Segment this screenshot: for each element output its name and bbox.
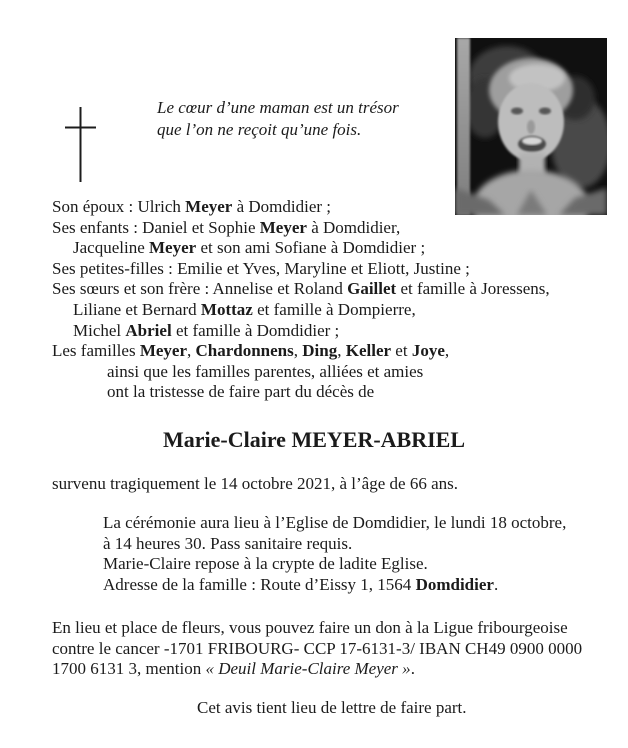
text-line	[52, 300, 550, 321]
text-line	[103, 554, 566, 575]
quote-line-1: Le cœur d’une maman est un trésor	[157, 98, 399, 117]
text-segment: Marie-Claire repose à la crypte de ladite Eglise.	[103, 554, 428, 574]
text-line	[52, 382, 550, 403]
text-line	[52, 362, 550, 383]
text-segment: ainsi que les familles parentes, alliées et amies	[107, 361, 424, 381]
text-segment: Keller	[345, 341, 392, 361]
text-segment: Mottaz	[200, 299, 253, 319]
death-statement: survenu tragiquement le 14 octobre 2021, à l’âge de 66 ans.	[52, 474, 458, 493]
text-segment: et	[391, 341, 412, 361]
text-segment: Meyer	[139, 341, 187, 361]
text-segment: et son ami Sofiane à Domdidier ;	[196, 238, 426, 258]
text-segment: ,	[444, 341, 450, 361]
text-segment: Abriel	[125, 320, 172, 340]
text-segment: ,	[293, 341, 303, 361]
deceased-name: Marie-Claire MEYER-ABRIEL	[162, 427, 466, 452]
text-segment: à 14 heures 30. Pass sanitaire requis.	[103, 533, 353, 553]
text-line	[52, 197, 550, 218]
text-segment: contre le cancer -1701 FRIBOURG- CCP 17-6131-3/ IBAN CH49 0900 0000	[52, 638, 583, 658]
text-segment: Meyer	[259, 217, 307, 237]
text-segment: et famille à Domdidier ;	[171, 320, 340, 340]
text-segment: Ses petites-filles : Emilie et Yves, Maryline et Eliott, Justine ;	[52, 258, 470, 278]
text-line	[103, 534, 566, 555]
donation-details	[52, 618, 582, 680]
text-line	[52, 618, 582, 639]
text-segment: Ses enfants : Daniel et Sophie	[52, 217, 260, 237]
portrait-photo-svg	[455, 38, 607, 215]
text-segment: « Deuil Marie-Claire Meyer »	[205, 659, 411, 679]
text-line	[52, 279, 550, 300]
text-line	[52, 238, 550, 259]
text-line	[52, 639, 582, 660]
text-line	[52, 259, 550, 280]
cross-icon	[63, 104, 99, 191]
text-segment: Michel	[73, 320, 126, 340]
text-segment: Les familles	[52, 341, 140, 361]
text-segment: 1700 6131 3, mention	[52, 659, 206, 679]
text-segment: ,	[337, 341, 346, 361]
text-line	[52, 218, 550, 239]
text-segment: Son époux : Ulrich	[52, 197, 186, 216]
text-segment: à Domdidier,	[306, 217, 401, 237]
text-segment: La cérémonie aura lieu à l’Eglise de Domdidier, le lundi 18 octobre,	[103, 513, 567, 532]
text-segment: .	[493, 574, 499, 594]
ceremony-details	[103, 513, 566, 595]
text-segment: Ses sœurs et son frère : Annelise et Roland	[52, 279, 348, 299]
closing-line: Cet avis tient lieu de lettre de faire part.	[197, 698, 467, 717]
text-line	[103, 513, 566, 534]
text-segment: Jacqueline	[73, 238, 149, 258]
text-line	[52, 341, 550, 362]
family-announcement	[52, 197, 550, 403]
text-segment: Joye	[411, 341, 445, 361]
text-segment: Gaillet	[347, 279, 397, 299]
text-segment: Domdidier	[415, 574, 494, 594]
text-line	[52, 321, 550, 342]
text-segment: En lieu et place de fleurs, vous pouvez faire un don à la Ligue fribourgeoise	[52, 618, 568, 637]
text-segment: ,	[187, 341, 196, 361]
cross-icon-svg	[63, 104, 99, 186]
memorial-quote	[157, 97, 399, 141]
text-segment: ont la tristesse de faire part du décès de	[107, 382, 375, 402]
text-segment: Adresse de la famille : Route d’Eissy 1, 1564	[103, 574, 416, 594]
text-segment: à Domdidier ;	[232, 197, 332, 216]
text-segment: Ding	[302, 341, 338, 361]
text-segment: Meyer	[185, 197, 233, 216]
text-segment: et famille à Dompierre,	[252, 299, 416, 319]
text-segment: Meyer	[149, 238, 197, 258]
quote-line-2: que l’on ne reçoit qu’une fois.	[157, 120, 362, 139]
text-segment: .	[410, 659, 415, 679]
text-segment: Chardonnens	[195, 341, 294, 361]
text-segment: Liliane et Bernard	[73, 299, 201, 319]
text-line	[52, 659, 582, 680]
text-segment: et famille à Joressens,	[396, 279, 550, 299]
portrait-photo	[455, 38, 607, 215]
text-line	[103, 575, 566, 596]
